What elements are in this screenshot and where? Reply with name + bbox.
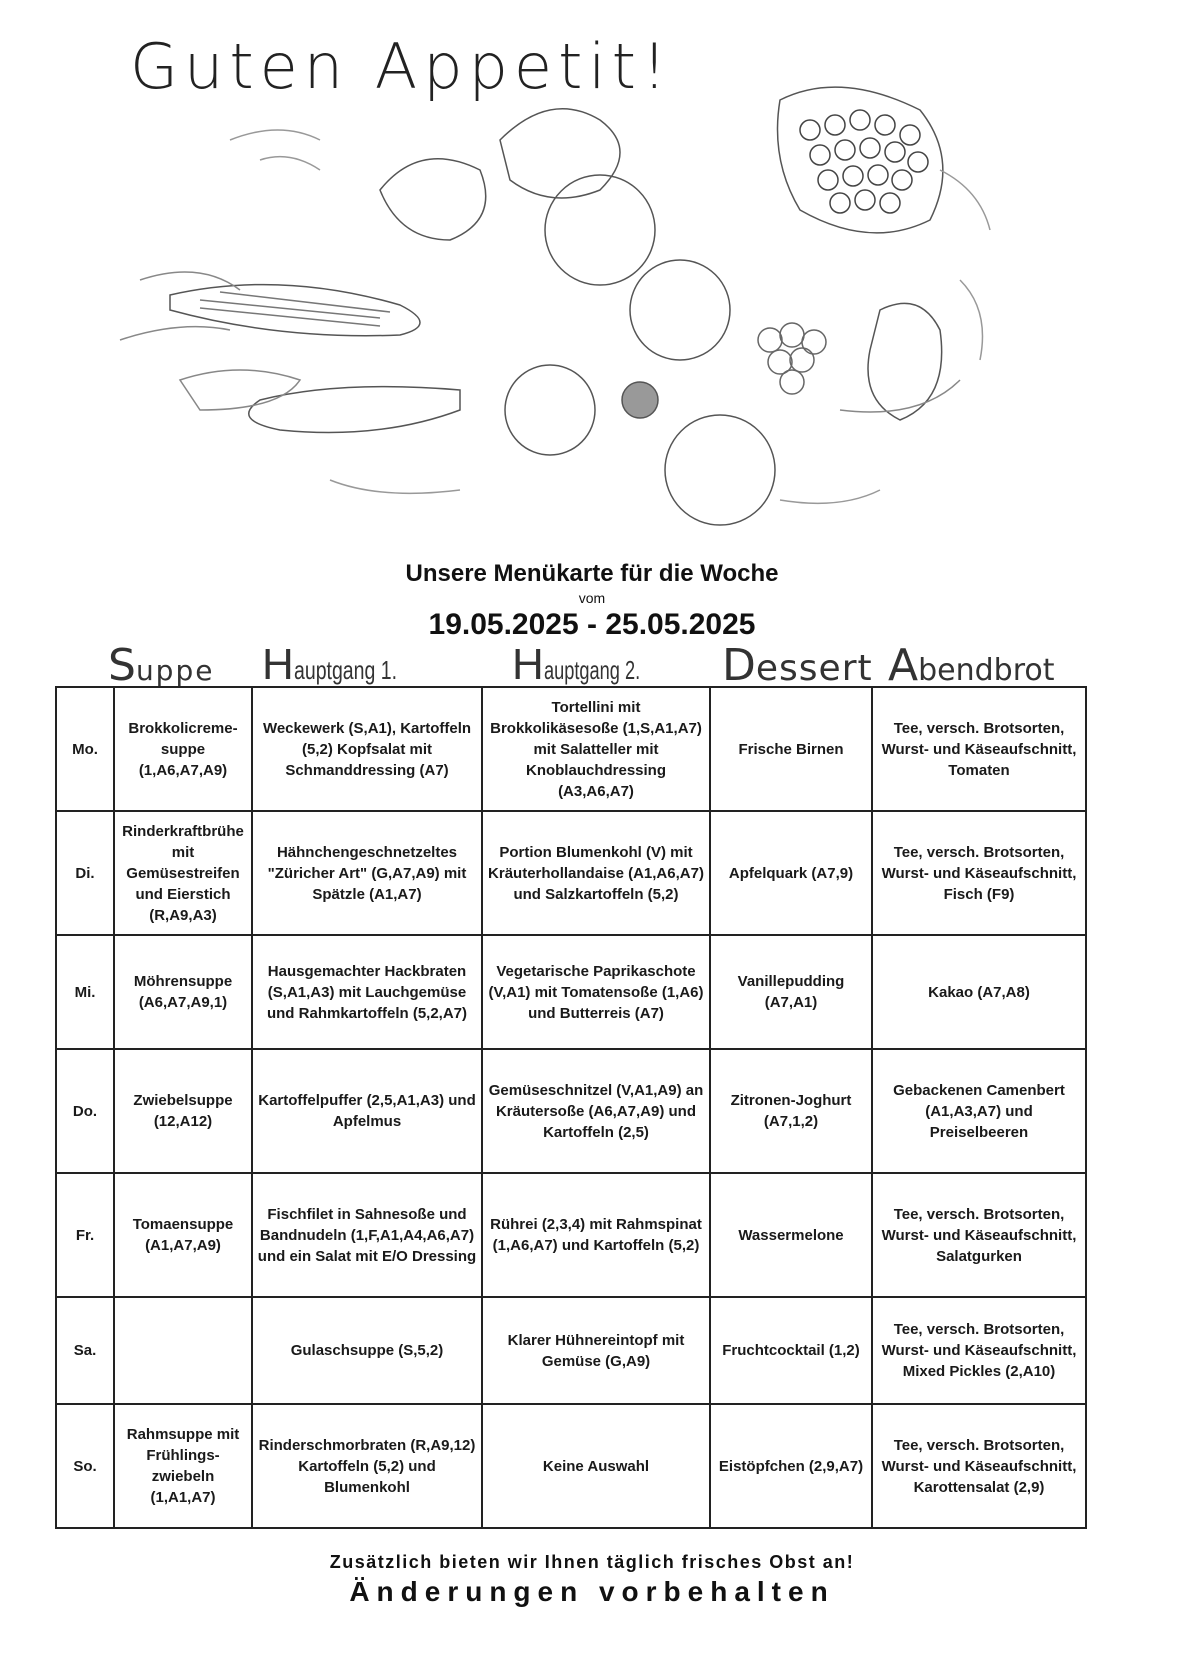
day-cell: Mo. — [56, 687, 114, 811]
column-header-suppe — [108, 640, 214, 691]
suppe-cell: Tomaensuppe (A1,A7,A9) — [114, 1173, 252, 1297]
table-row — [56, 935, 1086, 1049]
suppe-cell: Zwiebelsuppe (12,A12) — [114, 1049, 252, 1173]
column-header-rest: uppe — [135, 654, 215, 687]
date-prefix: vom — [578, 590, 606, 606]
changes-reserved-notice: Änderungen vorbehalten — [349, 1576, 835, 1607]
column-header-rest: bendbrot — [918, 653, 1055, 688]
hauptgang1-cell: Hähnchengeschnetzeltes "Züricher Art" (G,A7,A9) mit Spätzle (A1,A7) — [252, 811, 482, 935]
week-date-range: 19.05.2025 - 25.05.2025 — [428, 608, 756, 641]
dessert-cell: Apfelquark (A7,9) — [710, 811, 872, 935]
column-header-initial: D — [722, 640, 756, 691]
abendbrot-cell: Tee, versch. Brotsorten, Wurst- und Käseaufschnitt, Salatgurken — [872, 1173, 1086, 1297]
hauptgang2-cell: Keine Auswahl — [482, 1404, 710, 1528]
abendbrot-cell: Tee, versch. Brotsorten, Wurst- und Käseaufschnitt, Mixed Pickles (2,A10) — [872, 1297, 1086, 1404]
table-row — [56, 811, 1086, 935]
column-header-rest: auptgang 1. — [293, 655, 397, 685]
day-cell: Di. — [56, 811, 114, 935]
hauptgang1-cell: Hausgemachter Hackbraten (S,A1,A3) mit Lauchgemüse und Rahmkartoffeln (5,2,A7) — [252, 935, 482, 1049]
abendbrot-cell: Gebackenen Camenbert (A1,A3,A7) und Preiselbeeren — [872, 1049, 1086, 1173]
column-header-initial: A — [888, 640, 919, 691]
column-header-initial: H — [262, 640, 294, 689]
day-cell: Fr. — [56, 1173, 114, 1297]
hauptgang2-cell: Klarer Hühnereintopf mit Gemüse (G,A9) — [482, 1297, 710, 1404]
table-row — [56, 687, 1086, 811]
dessert-cell: Eistöpfchen (2,9,A7) — [710, 1404, 872, 1528]
dessert-cell: Zitronen-Joghurt (A7,1,2) — [710, 1049, 872, 1173]
column-header-rest: auptgang 2. — [543, 655, 640, 685]
hauptgang1-cell: Fischfilet in Sahnesoße und Bandnudeln (1,F,A1,A4,A6,A7) und ein Salat mit E/O Dressing — [252, 1173, 482, 1297]
abendbrot-cell: Kakao (A7,A8) — [872, 935, 1086, 1049]
abendbrot-cell: Tee, versch. Brotsorten, Wurst- und Käseaufschnitt, Karottensalat (2,9) — [872, 1404, 1086, 1528]
day-cell: Do. — [56, 1049, 114, 1173]
greeting-title: Guten Appetit! — [130, 30, 673, 103]
abendbrot-cell: Tee, versch. Brotsorten, Wurst- und Käseaufschnitt, Fisch (F9) — [872, 811, 1086, 935]
column-header-hauptgang-1 — [262, 640, 431, 690]
day-cell: Sa. — [56, 1297, 114, 1404]
fruit-notice: Zusätzlich bieten wir Ihnen täglich frisches Obst an! — [329, 1552, 855, 1572]
column-header-initial: S — [108, 640, 136, 691]
column-header-abendbrot — [888, 640, 1055, 691]
suppe-cell: Möhrensuppe (A6,A7,A9,1) — [114, 935, 252, 1049]
suppe-cell: Rahmsuppe mit Frühlings-zwiebeln (1,A1,A7) — [114, 1404, 252, 1528]
hauptgang1-cell: Weckewerk (S,A1), Kartoffeln (5,2) Kopfsalat mit Schmanddressing (A7) — [252, 687, 482, 811]
column-header-hauptgang-2 — [512, 640, 681, 690]
table-row — [56, 1173, 1086, 1297]
hauptgang1-cell: Rinderschmorbraten (R,A9,12) Kartoffeln (5,2) und Blumenkohl — [252, 1404, 482, 1528]
column-header-rest: essert — [755, 648, 873, 689]
table-row — [56, 1404, 1086, 1528]
hauptgang2-cell: Gemüseschnitzel (V,A1,A9) an Kräutersoße (A6,A7,A9) und Kartoffeln (2,5) — [482, 1049, 710, 1173]
hauptgang1-cell: Gulaschsuppe (S,5,2) — [252, 1297, 482, 1404]
column-header-initial: H — [512, 640, 544, 689]
abendbrot-cell: Tee, versch. Brotsorten, Wurst- und Käseaufschnitt, Tomaten — [872, 687, 1086, 811]
table-row — [56, 1297, 1086, 1404]
suppe-cell: Brokkolicreme-suppe (1,A6,A7,A9) — [114, 687, 252, 811]
hauptgang2-cell: Rührei (2,3,4) mit Rahmspinat (1,A6,A7) und Kartoffeln (5,2) — [482, 1173, 710, 1297]
dessert-cell: Vanillepudding (A7,A1) — [710, 935, 872, 1049]
dessert-cell: Frische Birnen — [710, 687, 872, 811]
fruit-vegetable-illustration — [80, 80, 1040, 540]
dessert-cell: Wassermelone — [710, 1173, 872, 1297]
day-cell: Mi. — [56, 935, 114, 1049]
column-header-dessert — [722, 640, 873, 691]
day-cell: So. — [56, 1404, 114, 1528]
dessert-cell: Fruchtcocktail (1,2) — [710, 1297, 872, 1404]
suppe-cell: Rinderkraftbrühe mit Gemüsestreifen und Eierstich (R,A9,A3) — [114, 811, 252, 935]
hauptgang2-cell: Vegetarische Paprikaschote (V,A1) mit Tomatensoße (1,A6) und Butterreis (A7) — [482, 935, 710, 1049]
suppe-cell — [114, 1297, 252, 1404]
hauptgang2-cell: Tortellini mit Brokkolikäsesoße (1,S,A1,A7) mit Salatteller mit Knoblauchdressing (A3,A6,A7) — [482, 687, 710, 811]
table-row — [56, 1049, 1086, 1173]
hauptgang2-cell: Portion Blumenkohl (V) mit Kräuterhollandaise (A1,A6,A7) und Salzkartoffeln (5,2) — [482, 811, 710, 935]
hauptgang1-cell: Kartoffelpuffer (2,5,A1,A3) und Apfelmus — [252, 1049, 482, 1173]
weekly-menu-table — [55, 686, 1087, 1529]
menu-title: Unsere Menükarte für die Woche — [405, 560, 779, 587]
